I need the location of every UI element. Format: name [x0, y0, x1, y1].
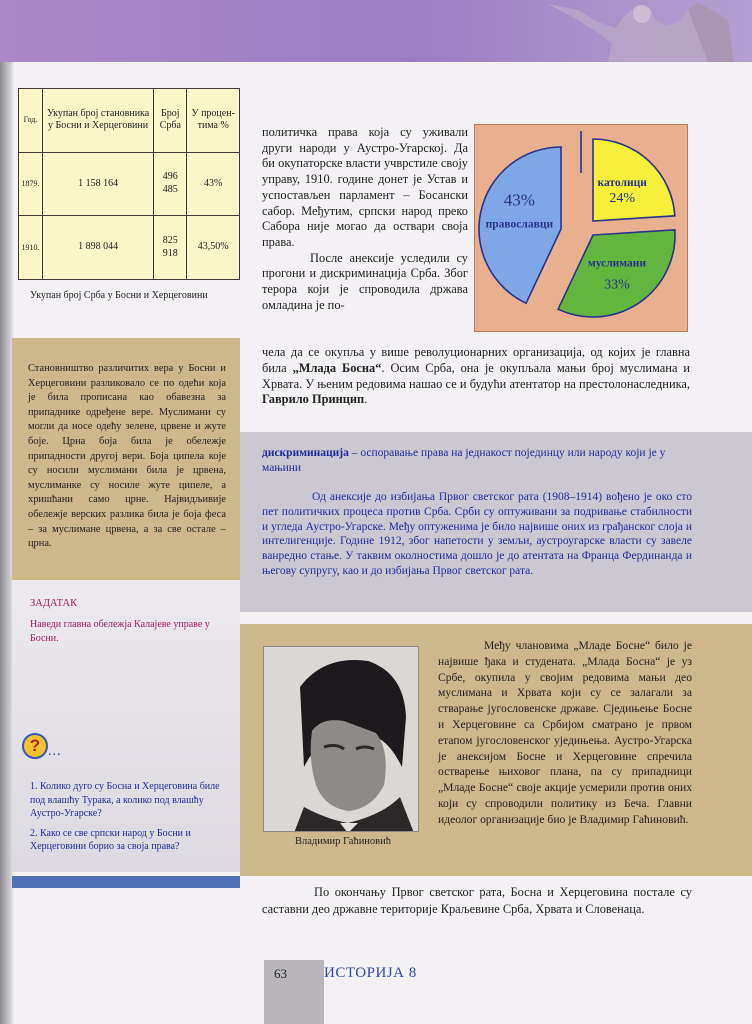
definition-text: – оспоравање права на једнакост појединцу или народу који је у мањини [262, 447, 666, 474]
paragraph: После анексије уследили су прогони и дискриминација Срба. Због терора који је спроводила држава омладина је по- [262, 250, 468, 312]
photo-caption: Владимир Гаћиновић [294, 836, 392, 847]
table-cell: 1 898 044 [43, 216, 154, 280]
task-text: Наведи главна обележја Калајеве управе у Босни. [30, 619, 210, 644]
question-icon: ? [22, 733, 48, 759]
table-caption: Укупан број Срба у Босни и Херцеговини [30, 290, 208, 301]
table-row [19, 152, 240, 216]
table-header-cell: Год. [19, 89, 43, 153]
paragraph: политичка права која су уживали други народи у Аустро-Угарској. Да би окупаторске власти учврстиле своју управу, 1910. године донет је Устав и успостављен парламент – Босански сабор. Међутим, српски народ преко Сабора није могао да оствари своја права. [262, 125, 468, 249]
table-cell: 1910. [19, 216, 43, 280]
definition-term: дискриминација [262, 447, 349, 459]
header-band [0, 0, 752, 62]
question-item: 1. Колико дуго су Босна и Херцеговина биле под влашћу Турака, а колико под влашћу Аустро-Угарске? [30, 781, 220, 820]
pie-category-label-1: католици [597, 176, 647, 189]
text-run: . Осим Срба, она је окупљала мањи број муслимана и Хрвата. У њеним редовима нашао се и будући атентатор на престолонаследника, [262, 360, 691, 391]
mlada-bosna-paragraph: Међу члановима „Младе Босне“ било је највише ђака и студената. „Млада Босна“ је уз Србе, окупила у својим редовима мањи део муслимана и Хрвата који су се залагали за стварање југословенске државе. Сједињење Босне и Херцеговине са Србијом сматрано је првом етапом југословенског уједињења. Аустро-Угарска је анексијом Босне и Херцеговине спречила остварење њиховог плана, па су припадници „Младе Босне“ своје акције усмерили против оних који су спроводили политику из Беча. Главни идеолог организације био је Владимир Гаћиновић. [438, 639, 692, 826]
trials-paragraph: Од анексије до избијања Првог светског рата (1908–1914) вођено је око сто пет политичких процеса против Срба. Срби су оптуживани за подривање стабилности и угледа Аустро-Угарске. Међу оптуженима је било највише оних из грађанског слоја и интелигенције. Године 1912, због напетости у земљи, аустроугарске власти су завеле ванредно стање. У таквим околностима дошло је до атентата на Франца Фердинанда и његову супругу, као и до избијања Првог светског рата. [262, 491, 692, 577]
main-text-column [262, 125, 468, 313]
bold-term: Гаврило Принцип [262, 392, 365, 407]
review-questions [30, 780, 235, 860]
pie-value-label-0: 43% [503, 190, 535, 210]
table-cell: 1 158 164 [43, 152, 154, 216]
table-cell: 496 485 [154, 152, 187, 216]
religion-pie-chart [474, 124, 688, 332]
table-header-cell: Укупан број становника у Босни и Херцеговини [43, 89, 154, 153]
religion-dress-note: Становништво различитих вера у Босни и Херцеговини разликовало се по одећи која је била прописана као обавезна за припаднике одређене вере. Муслимани су могли да носе одећу зелене, црвене и жуте боје. Црна боја била је обележје припадности другој вери. Боја ципела које су носили муслимани била је црвена, муслиманке су носиле жуте ципеле, а хришћани само црне. Највидљивије обележје верских разлика била је боја феса – за муслимане црвена, а за све остале – црна. [28, 363, 226, 550]
question-item: 2. Како се све српски народ у Босни и Херцеговини борио за своја права? [30, 827, 191, 853]
page-number: 63 [274, 966, 287, 981]
table-cell: 43,50% [187, 216, 240, 280]
question-dots: ... [48, 744, 62, 759]
table-cell: 1879. [19, 152, 43, 216]
divider-bar [12, 876, 240, 888]
statue-illustration [538, 0, 738, 62]
table-cell: 43% [187, 152, 240, 216]
pie-value-label-1: 24% [609, 190, 636, 206]
pie-chart-svg [475, 125, 687, 331]
portrait-photo [263, 646, 419, 832]
bold-term: „Млада Босна“ [292, 360, 382, 375]
pie-category-label-2: муслимани [587, 257, 647, 270]
footer-box [264, 960, 324, 1024]
main-text-continued [262, 345, 690, 408]
closing-paragraph: По окончању Првог светског рата, Босна и Херцеговина постале су саставни део државне територије Краљевине Срба, Хрвата и Словенаца. [262, 885, 692, 916]
text-run: . [364, 392, 368, 407]
task-title: ЗАДАТАК [30, 598, 78, 609]
book-title: ИСТОРИЈА 8 [324, 965, 417, 981]
pie-category-label-0: православци [485, 218, 554, 231]
table-cell: 825 918 [154, 216, 187, 280]
definition [262, 446, 694, 475]
pie-value-label-2: 33% [604, 277, 630, 293]
text-run: чела да се окупља у више револуционарних организација, од којих је главна била [262, 345, 690, 375]
portrait-image [264, 647, 419, 832]
population-table [18, 88, 240, 280]
table-header-row [19, 89, 240, 153]
pie-slice-2 [558, 230, 675, 317]
table-row [19, 216, 240, 280]
table-header-cell: У процен-тима % [187, 89, 240, 153]
table-header-cell: Број Срба [154, 89, 187, 153]
